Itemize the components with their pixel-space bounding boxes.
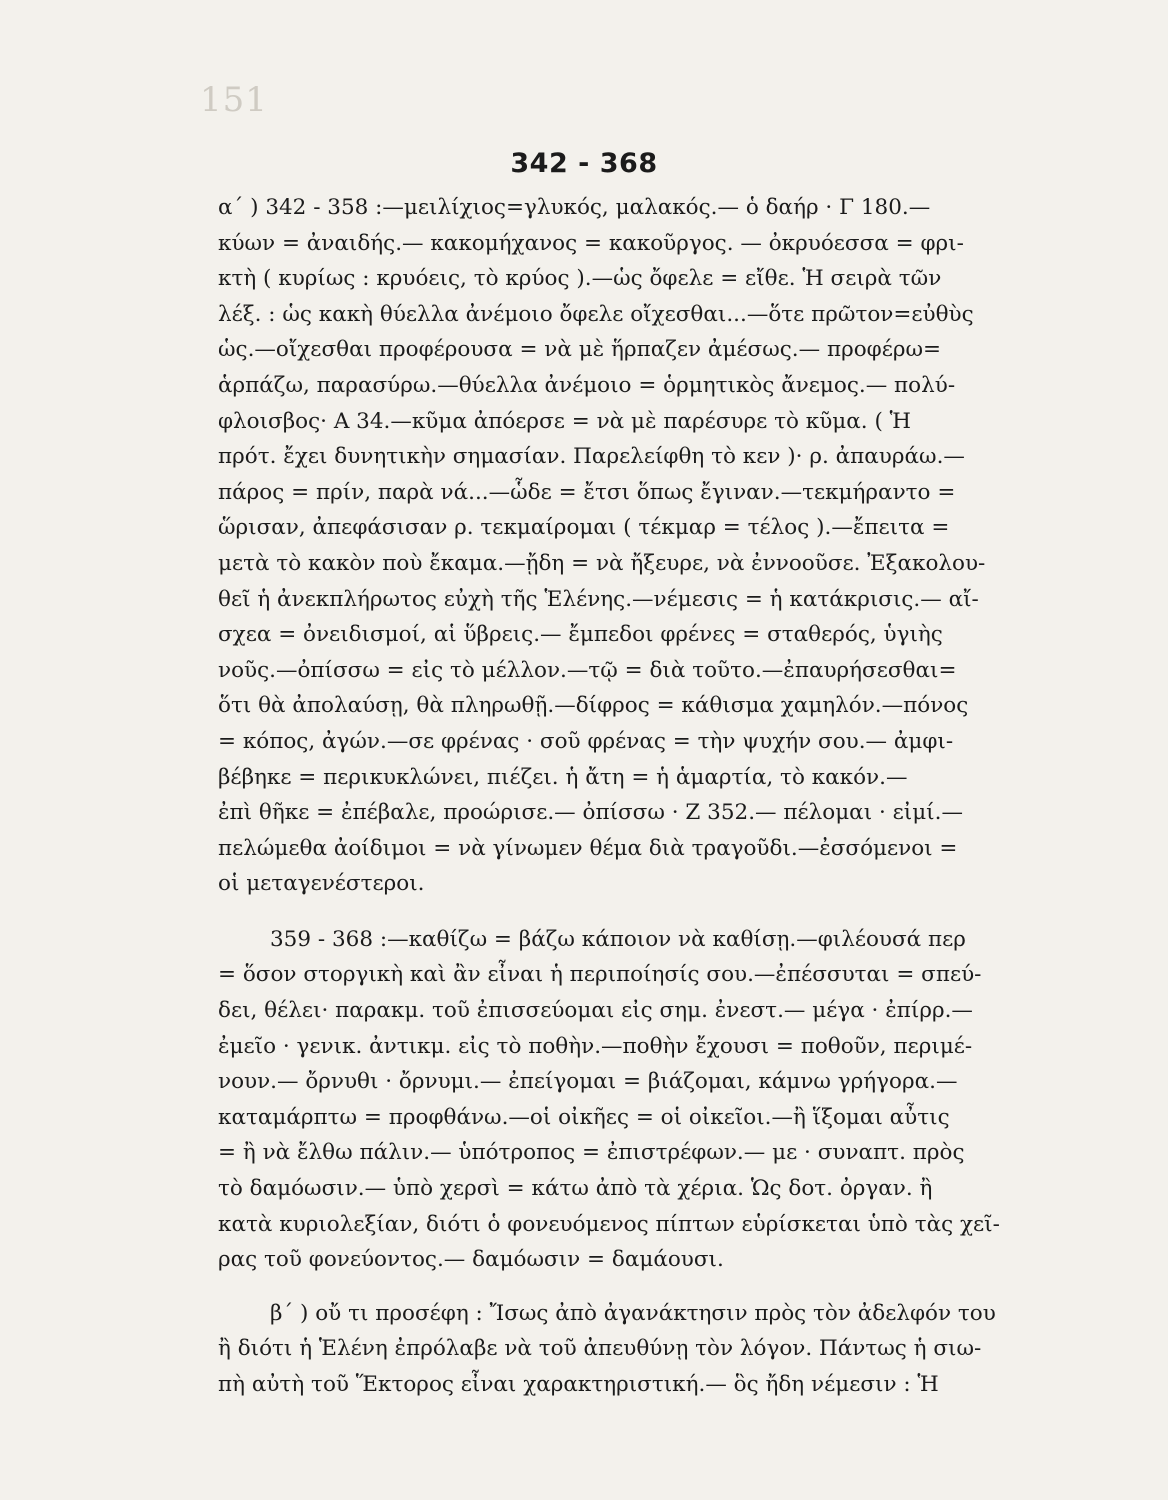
text-line: θεῖ ἡ ἀνεκπλήρωτος εὐχὴ τῆς Ἑλένης.—νέμεσις = ἡ κατάκρισις.— αἴ- — [218, 586, 979, 612]
text-line: ὡς.—οἴχεσθαι προφέρουσα = νὰ μὲ ἥρπαζεν ἀμέσως.— προφέρω= — [218, 337, 942, 363]
text-line: = ἢ νὰ ἔλθω πάλιν.— ὑπότροπος = ἐπιστρέφων.— με · συναπτ. πρὸς — [218, 1140, 965, 1166]
commentary-body — [218, 190, 1054, 1403]
section-b — [218, 922, 1054, 1278]
text-line: β΄ ) οὔ τι προσέφη : Ἴσως ἀπὸ ἀγανάκτησιν πρὸς τὸν ἀδελφόν του — [270, 1300, 996, 1326]
text-line: α΄ ) 342 - 358 :—μειλίχιος=γλυκός, μαλακός.— ὁ δαήρ · Γ 180.— — [218, 195, 931, 220]
text-line: φλοισβος· Α 34.—κῦμα ἀπόερσε = νὰ μὲ παρέσυρε τὸ κῦμα. ( Ἡ — [218, 408, 912, 434]
text-line: πρότ. ἔχει δυνητικὴν σημασίαν. Παρελείφθη τὸ κεν )· ρ. ἀπαυράω.— — [218, 444, 965, 470]
text-line: σχεα = ὀνειδισμοί, αἱ ὕβρεις.— ἔμπεδοι φρένες = σταθερός, ὑγιὴς — [218, 622, 943, 648]
text-line: λέξ. : ὡς κακὴ θύελλα ἀνέμοιο ὄφελε οἴχεσθαι...—ὅτε πρῶτον=εὐθὺς — [218, 301, 974, 327]
text-line: κύων = ἀναιδής.— κακομήχανος = κακοῦργος. — ὀκρυόεσσα = φρι- — [218, 230, 964, 256]
bleed-through-page-number: 151 — [200, 80, 268, 120]
text-line: ἁρπάζω, παρασύρω.—θύελλα ἀνέμοιο = ὁρμητικὸς ἄνεμος.— πολύ- — [218, 372, 956, 398]
section-a — [218, 190, 1054, 902]
text-line: ὅτι θὰ ἀπολαύσῃ, θὰ πληρωθῇ.—δίφρος = κάθισμα χαμηλόν.—πόνος — [218, 693, 969, 719]
text-line: βέβηκε = περικυκλώνει, πιέζει. ἡ ἄτη = ἡ ἁμαρτία, τὸ κακόν.— — [218, 764, 908, 790]
text-line: = κόπος, ἀγών.—σε φρένας · σοῦ φρένας = τὴν ψυχήν σου.— ἀμφι- — [218, 728, 954, 754]
text-line: νοῦς.—ὀπίσσω = εἰς τὸ μέλλον.—τῷ = διὰ τοῦτο.—ἐπαυρήσεσθαι= — [218, 657, 957, 683]
text-line: μετὰ τὸ κακὸν ποὺ ἔκαμα.—ᾔδη = νὰ ἤξευρε, νὰ ἐννοοῦσε. Ἐξακολου- — [218, 550, 986, 576]
text-line: ἐπὶ θῆκε = ἐπέβαλε, προώρισε.— ὀπίσσω · Ζ 352.— πέλομαι · εἰμί.— — [218, 800, 963, 826]
text-line: κτὴ ( κυρίως : κρυόεις, τὸ κρύος ).—ὡς ὄφελε = εἴθε. Ἡ σειρὰ τῶν — [218, 266, 942, 292]
text-line: = ὅσον στοργικὴ καὶ ἂν εἶναι ἡ περιποίησίς σου.—ἐπέσσυται = σπεύ- — [218, 962, 982, 988]
text-line: δει, θέλει· παρακμ. τοῦ ἐπισσεύομαι εἰς σημ. ἐνεστ.— μέγα · ἐπίρρ.— — [218, 998, 973, 1024]
text-line: ἢ διότι ἡ Ἑλένη ἐπρόλαβε νὰ τοῦ ἀπευθύνῃ τὸν λόγον. Πάντως ἡ σιω- — [218, 1336, 982, 1362]
text-line: οἱ μεταγενέστεροι. — [218, 871, 425, 897]
text-line: πὴ αὐτὴ τοῦ Ἕκτορος εἶναι χαρακτηριστική.— ὃς ἤδη νέμεσιν : Ἡ — [218, 1372, 939, 1397]
text-line: κατὰ κυριολεξίαν, διότι ὁ φονευόμενος πίπτων εὑρίσκεται ὑπὸ τὰς χεῖ- — [218, 1211, 1000, 1237]
page-header: 342 - 368 — [510, 148, 658, 179]
text-line: 359 - 368 :—καθίζω = βάζω κάποιον νὰ καθίσῃ.—φιλέουσά περ — [270, 926, 966, 952]
text-line: νουν.— ὄρνυθι · ὄρνυμι.— ἐπείγομαι = βιάζομαι, κάμνω γρήγορα.— — [218, 1069, 958, 1095]
text-line: ρας τοῦ φονεύοντος.— δαμόωσιν = δαμάουσι. — [218, 1247, 724, 1273]
text-line: ἐμεῖο · γενικ. ἀντικμ. εἰς τὸ ποθὴν.—ποθὴν ἔχουσι = ποθοῦν, περιμέ- — [218, 1033, 973, 1059]
text-line: πάρος = πρίν, παρὰ νά...—ὧδε = ἔτσι ὅπως ἔγιναν.—τεκμήραντο = — [218, 479, 956, 505]
text-line: ὥρισαν, ἀπεφάσισαν ρ. τεκμαίρομαι ( τέκμαρ = τέλος ).—ἔπειτα = — [218, 515, 950, 541]
paragraph-gap — [218, 1278, 1054, 1296]
section-c — [218, 1296, 1054, 1403]
paragraph-gap — [218, 902, 1054, 922]
text-line: καταμάρπτω = προφθάνω.—οἱ οἰκῆες = οἱ οἰκεῖοι.—ἢ ἵξομαι αὖτις — [218, 1104, 950, 1130]
text-line: τὸ δαμόωσιν.— ὑπὸ χερσὶ = κάτω ἀπὸ τὰ χέρια. Ὡς δοτ. ὀργαν. ἢ — [218, 1176, 933, 1202]
text-line: πελώμεθα ἀοίδιμοι = νὰ γίνωμεν θέμα διὰ τραγοῦδι.—ἐσσόμενοι = — [218, 835, 958, 861]
